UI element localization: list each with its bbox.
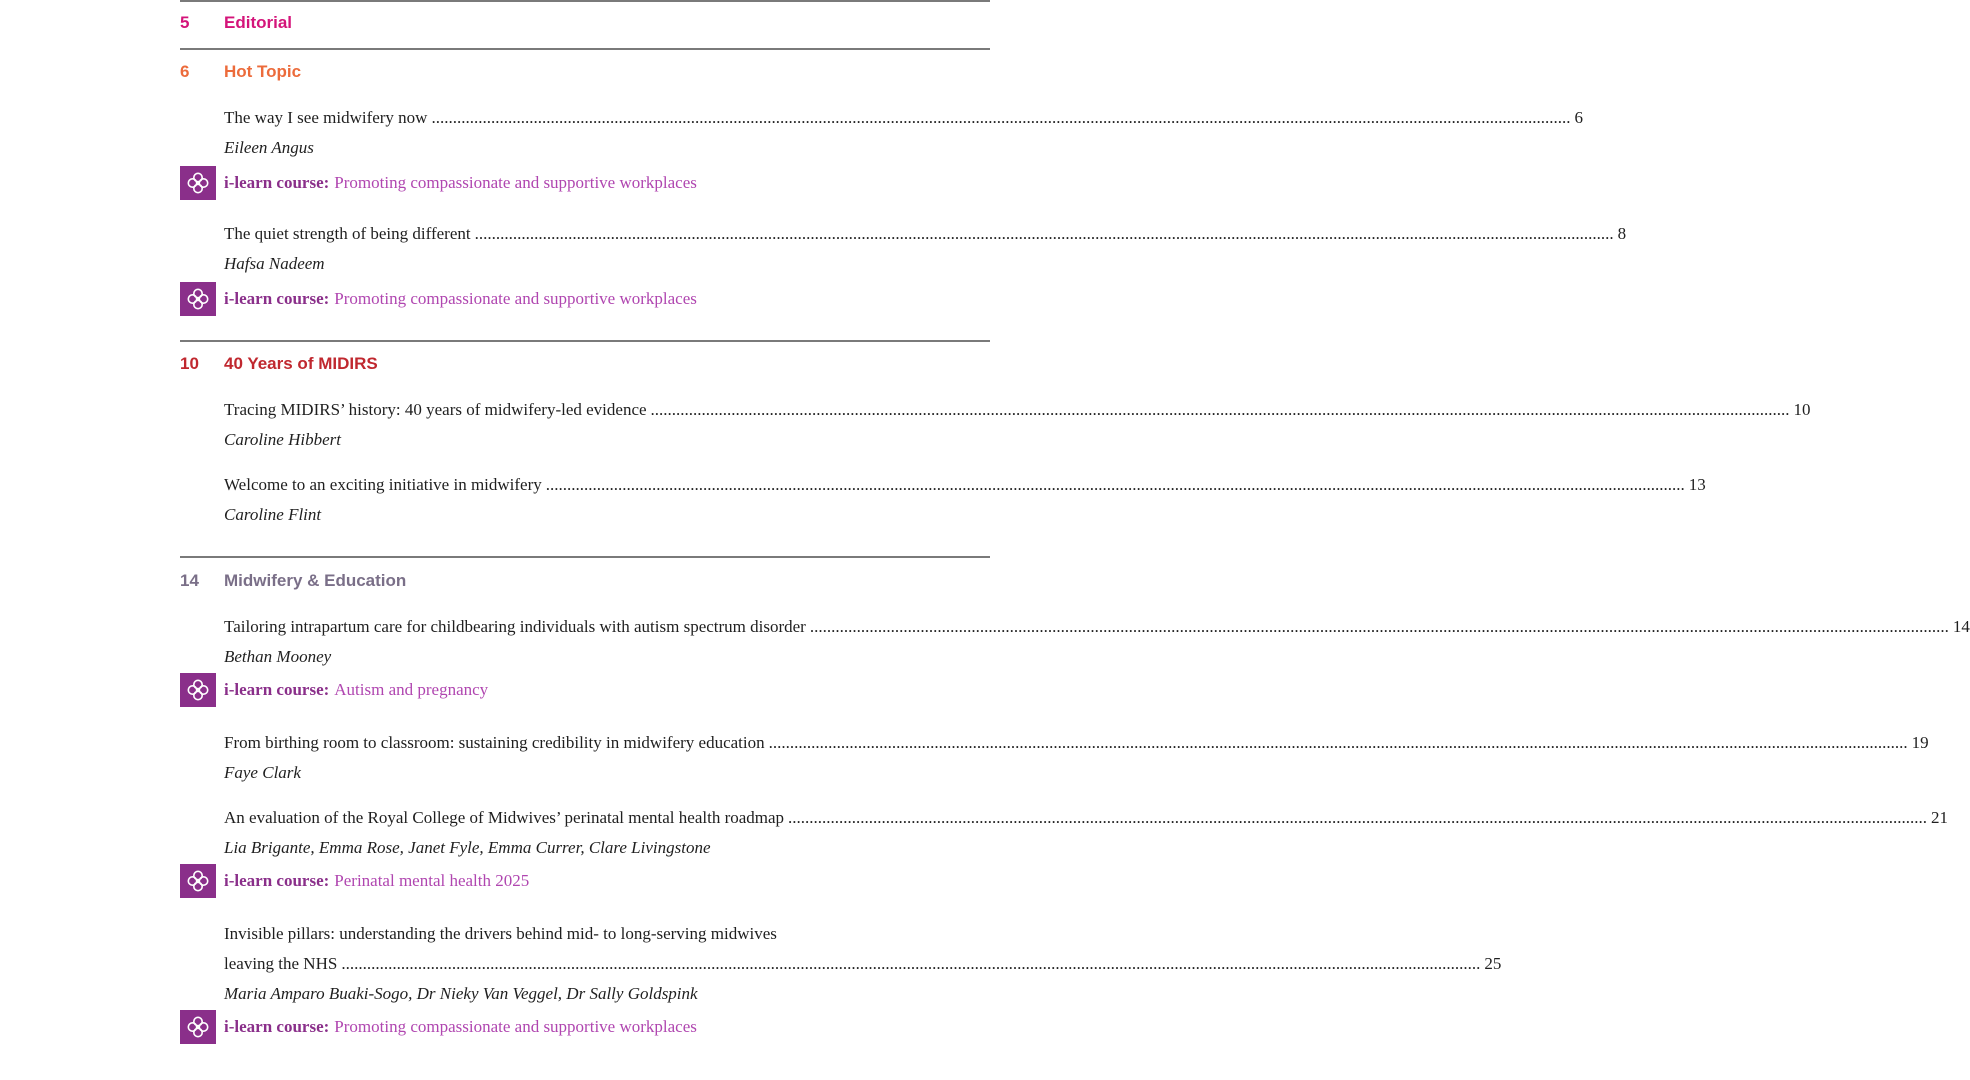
section-number: 6: [180, 62, 190, 81]
dot-leader: [431, 103, 1570, 133]
page-number: 10: [1793, 400, 1811, 419]
ilearn-flower-icon: [180, 864, 216, 898]
ilearn-label: i-learn course:: [224, 289, 330, 308]
entry-title: The quiet strength of being different: [224, 224, 471, 243]
page-number: 14: [1952, 617, 1970, 636]
ilearn-course-link[interactable]: [180, 166, 697, 200]
ilearn-label: i-learn course:: [224, 1017, 330, 1036]
ilearn-course-title[interactable]: Promoting compassionate and supportive workplaces: [334, 1017, 697, 1036]
toc-entry[interactable]: [224, 728, 1929, 788]
entry-title: From birthing room to classroom: sustaining credibility in midwifery education: [224, 733, 765, 752]
ilearn-course-link[interactable]: [180, 864, 529, 898]
ilearn-course-link[interactable]: [180, 673, 488, 707]
entry-title: leaving the NHS: [224, 954, 338, 973]
dot-leader: [546, 470, 1685, 500]
ilearn-course-title[interactable]: Autism and pregnancy: [334, 680, 489, 699]
ilearn-course-title[interactable]: Promoting compassionate and supportive workplaces: [334, 289, 697, 308]
ilearn-course-link[interactable]: [180, 282, 697, 316]
entry-title: The way I see midwifery now: [224, 108, 428, 127]
dot-leader: [651, 395, 1790, 425]
entry-authors: Caroline Hibbert: [224, 430, 341, 449]
entry-authors: Caroline Flint: [224, 505, 322, 524]
page-number: 25: [1484, 954, 1502, 973]
section-number: 5: [180, 13, 190, 32]
entry-authors: Eileen Angus: [224, 138, 314, 157]
section-number: 14: [180, 571, 199, 590]
toc-entry[interactable]: [224, 919, 1502, 1009]
entry-authors: Faye Clark: [224, 763, 301, 782]
entry-title: Tailoring intrapartum care for childbearing individuals with autism spectrum disorder: [224, 617, 806, 636]
page-number: 13: [1688, 475, 1706, 494]
toc-entry[interactable]: [224, 612, 1970, 672]
entry-title-line1: Invisible pillars: understanding the drivers behind mid- to long-serving midwives: [224, 924, 777, 943]
page-number: 19: [1911, 733, 1929, 752]
entry-authors: Bethan Mooney: [224, 647, 332, 666]
ilearn-flower-icon: [180, 1010, 216, 1044]
section-number: 10: [180, 354, 199, 373]
ilearn-course-link[interactable]: [180, 1010, 697, 1044]
entry-authors: Lia Brigante, Emma Rose, Janet Fyle, Emma Currer, Clare Livingstone: [224, 838, 711, 857]
toc-entry[interactable]: [224, 803, 1949, 863]
entry-authors: Maria Amparo Buaki-Sogo, Dr Nieky Van Veggel, Dr Sally Goldspink: [224, 984, 698, 1003]
toc-entry[interactable]: [224, 395, 1811, 455]
section-divider: [180, 556, 990, 558]
toc-entry[interactable]: [224, 219, 1627, 279]
section-divider: [180, 48, 990, 50]
ilearn-label: i-learn course:: [224, 871, 330, 890]
page-number: 6: [1574, 108, 1583, 127]
ilearn-flower-icon: [180, 166, 216, 200]
dot-leader: [788, 803, 1927, 833]
dot-leader: [341, 949, 1480, 979]
ilearn-course-title[interactable]: Promoting compassionate and supportive workplaces: [334, 173, 697, 192]
section-title-40-years[interactable]: 40 Years of MIDIRS: [224, 354, 378, 373]
entry-authors: Hafsa Nadeem: [224, 254, 325, 273]
entry-title: Tracing MIDIRS’ history: 40 years of midwifery-led evidence: [224, 400, 647, 419]
page-number: 8: [1617, 224, 1627, 243]
ilearn-label: i-learn course:: [224, 173, 330, 192]
section-title-midwifery-education[interactable]: Midwifery & Education: [224, 571, 407, 590]
entry-title: Welcome to an exciting initiative in midwifery: [224, 475, 542, 494]
toc-entry[interactable]: [224, 470, 1706, 530]
toc-entry[interactable]: [224, 103, 1583, 163]
section-title-hot-topic[interactable]: Hot Topic: [224, 62, 302, 81]
section-divider: [180, 340, 990, 342]
section-title-editorial[interactable]: Editorial: [224, 13, 293, 32]
ilearn-course-title[interactable]: Perinatal mental health 2025: [334, 871, 530, 890]
dot-leader: [475, 219, 1614, 249]
dot-leader: [769, 728, 1908, 758]
dot-leader: [810, 612, 1949, 642]
ilearn-label: i-learn course:: [224, 680, 330, 699]
entry-title: An evaluation of the Royal College of Midwives’ perinatal mental health roadmap: [224, 808, 785, 827]
page-number: 21: [1931, 808, 1949, 827]
ilearn-flower-icon: [180, 673, 216, 707]
ilearn-flower-icon: [180, 282, 216, 316]
top-rule: [180, 0, 990, 2]
